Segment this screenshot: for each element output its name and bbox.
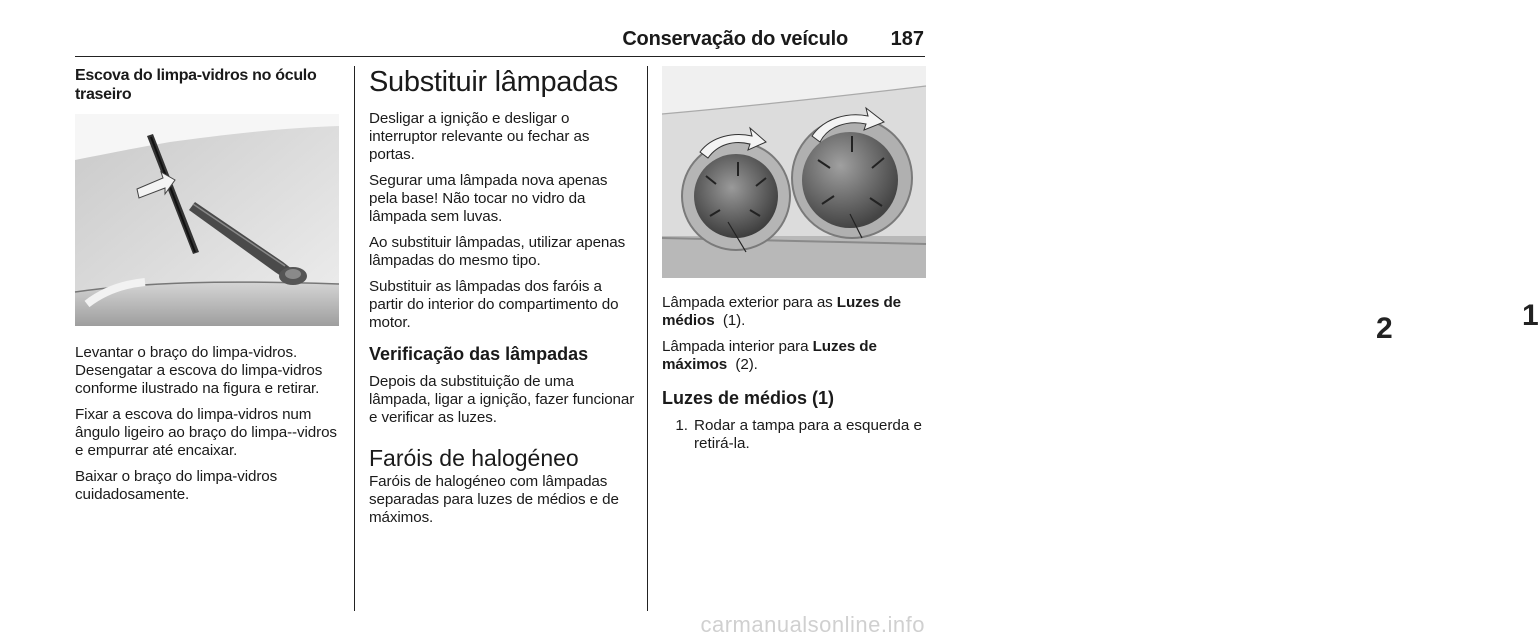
wiper-heading: Escova do limpa-vidros no óculo traseiro	[75, 67, 317, 103]
check-heading: Verificação das lâmpadas	[369, 344, 589, 364]
wiper-paragraph-3: Baixar o braço do limpa-vidros cuidadosamente.	[75, 468, 278, 503]
step-text: Rodar a tampa para a esquerda e retirá-la.	[694, 417, 922, 452]
step-item	[662, 417, 926, 453]
caption-high-beam-suffix: (2).	[735, 356, 758, 373]
header-rule	[75, 56, 925, 57]
header-title: Conservação do veículo	[622, 28, 848, 50]
watermark-text: carmanualsonline.info	[700, 612, 925, 637]
figure-label-one: 1	[1522, 299, 1539, 332]
page-number: 187	[890, 28, 924, 50]
check-paragraph: Depois da substituição de uma lâmpada, ligar a ignição, fazer funcionar e verificar as luzes.	[369, 373, 635, 426]
column-right	[662, 66, 1539, 453]
bulbs-paragraph-1: Desligar a ignição e desligar o interruptor relevante ou fechar as portas.	[369, 110, 590, 163]
bulbs-heading: Substituir lâmpadas	[369, 66, 618, 98]
column-left	[75, 66, 343, 512]
halogen-heading: Faróis de halogéneo	[369, 445, 579, 471]
bulbs-paragraph-4: Substituir as lâmpadas dos faróis a partir do interior do compartimento do motor.	[369, 278, 619, 331]
caption-low-beam	[662, 294, 926, 330]
headlamp-drawing	[662, 66, 926, 278]
wiper-paragraph-1: Levantar o braço do limpa-vidros. Desengatar a escova do limpa-vidros conforme ilustrado na figura e retirar.	[75, 344, 323, 397]
halogen-paragraph: Faróis de halogéneo com lâmpadas separadas para luzes de médios e de máximos.	[369, 473, 619, 526]
step-number: 1.	[675, 417, 688, 434]
wiper-paragraph-2: Fixar a escova do limpa-vidros num ângulo ligeiro ao braço do limpa--vidros e empurrar até encaixar.	[75, 406, 337, 459]
column-middle	[369, 66, 635, 535]
caption-high-beam	[662, 338, 926, 374]
bulbs-paragraph-2: Segurar uma lâmpada nova apenas pela base! Não tocar no vidro da lâmpada sem luvas.	[369, 172, 608, 225]
figure-label-two: 2	[1376, 312, 1393, 345]
wiper-drawing	[75, 114, 339, 326]
wiper-illustration	[75, 114, 339, 326]
column-divider-2	[647, 66, 648, 611]
low-beam-heading: Luzes de médios (1)	[662, 388, 835, 408]
caption-high-beam-bold: Luzes de máximos	[662, 338, 877, 373]
caption-low-beam-bold: Luzes de médios	[662, 294, 901, 329]
column-divider-1	[354, 66, 355, 611]
caption-high-beam-prefix: Lâmpada interior para	[662, 338, 813, 355]
caption-low-beam-suffix: (1).	[722, 312, 746, 329]
bulbs-paragraph-3: Ao substituir lâmpadas, utilizar apenas lâmpadas do mesmo tipo.	[369, 234, 626, 269]
caption-low-beam-prefix: Lâmpada exterior para as	[662, 294, 837, 311]
